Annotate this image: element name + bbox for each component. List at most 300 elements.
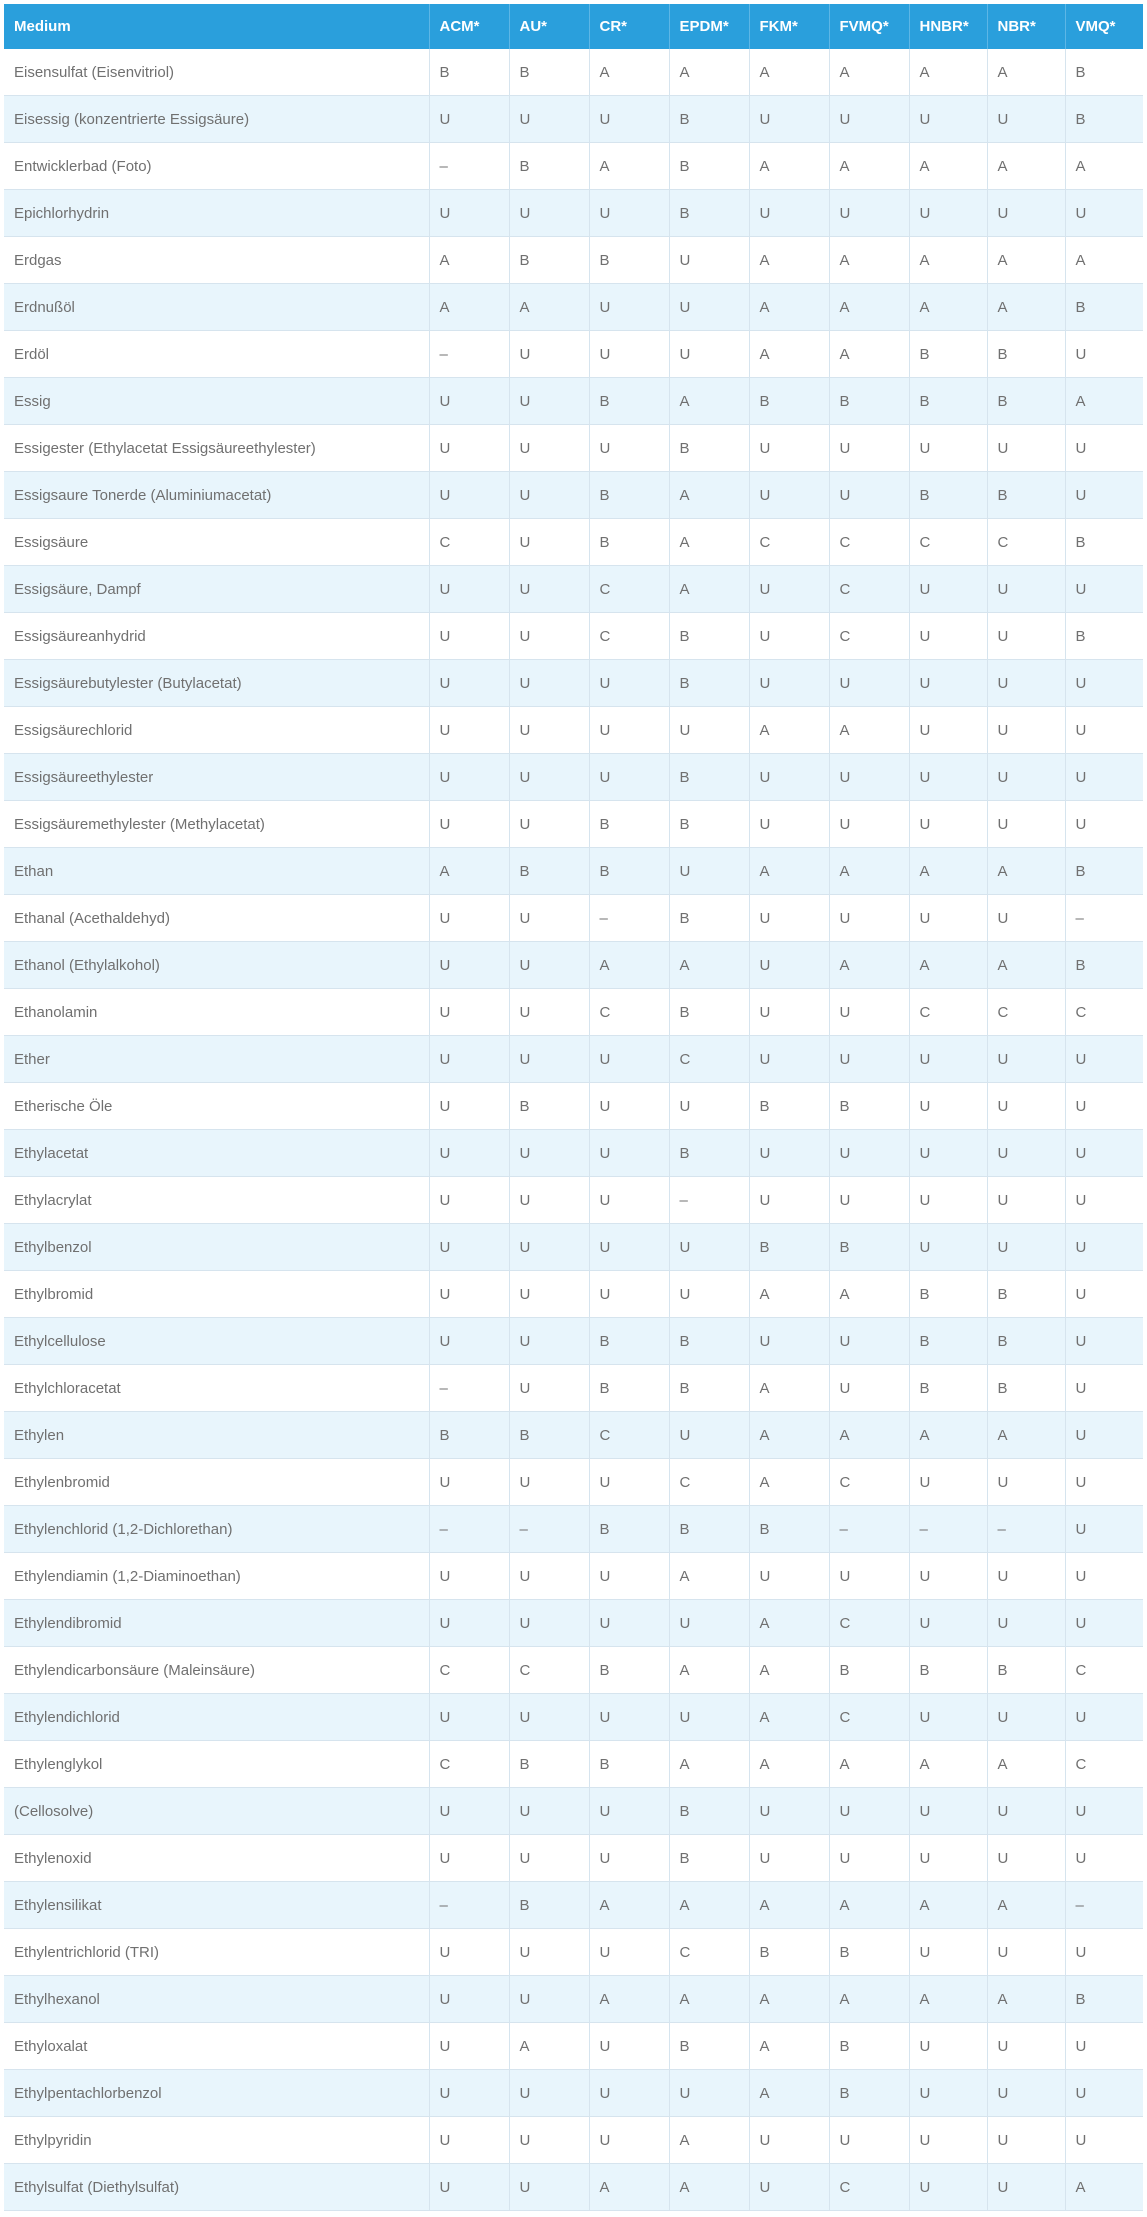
rating-cell: –: [589, 895, 669, 942]
rating-cell: U: [509, 895, 589, 942]
rating-cell: A: [589, 1976, 669, 2023]
medium-name-cell: Eisensulfat (Eisenvitriol): [4, 49, 429, 96]
rating-cell: B: [589, 1318, 669, 1365]
rating-cell: C: [589, 989, 669, 1036]
medium-name-cell: Ethylacrylat: [4, 1177, 429, 1224]
rating-cell: U: [509, 707, 589, 754]
table-row: [4, 942, 1143, 989]
rating-cell: U: [909, 660, 987, 707]
rating-cell: –: [1065, 895, 1143, 942]
rating-cell: U: [987, 2023, 1065, 2070]
rating-cell: U: [509, 1553, 589, 1600]
column-header-fkm: FKM*: [749, 4, 829, 49]
rating-cell: U: [1065, 1318, 1143, 1365]
rating-cell: A: [987, 237, 1065, 284]
rating-cell: U: [509, 942, 589, 989]
rating-cell: U: [987, 660, 1065, 707]
rating-cell: U: [429, 566, 509, 613]
rating-cell: A: [429, 284, 509, 331]
rating-cell: U: [509, 96, 589, 143]
column-header-vmq: VMQ*: [1065, 4, 1143, 49]
rating-cell: U: [509, 1224, 589, 1271]
rating-cell: A: [829, 331, 909, 378]
rating-cell: U: [509, 519, 589, 566]
medium-name-cell: Ethylpyridin: [4, 2117, 429, 2164]
rating-cell: B: [669, 143, 749, 190]
table-body: [4, 49, 1143, 2211]
rating-cell: U: [1065, 1271, 1143, 1318]
rating-cell: U: [909, 707, 987, 754]
rating-cell: A: [669, 566, 749, 613]
table-row: [4, 989, 1143, 1036]
rating-cell: U: [509, 801, 589, 848]
rating-cell: B: [589, 848, 669, 895]
rating-cell: B: [429, 49, 509, 96]
rating-cell: C: [1065, 989, 1143, 1036]
rating-cell: –: [429, 1882, 509, 1929]
table-row: [4, 1647, 1143, 1694]
rating-cell: U: [429, 96, 509, 143]
rating-cell: B: [509, 1412, 589, 1459]
rating-cell: A: [749, 1459, 829, 1506]
medium-name-cell: Ethylenglykol: [4, 1741, 429, 1788]
table-row: [4, 425, 1143, 472]
rating-cell: B: [987, 1365, 1065, 1412]
rating-cell: A: [909, 284, 987, 331]
medium-name-cell: Ethylcellulose: [4, 1318, 429, 1365]
rating-cell: B: [669, 1835, 749, 1882]
medium-name-cell: Essig: [4, 378, 429, 425]
table-row: [4, 1130, 1143, 1177]
rating-cell: C: [829, 2164, 909, 2211]
table-row: [4, 1459, 1143, 1506]
rating-cell: B: [1065, 848, 1143, 895]
table-row: [4, 1929, 1143, 1976]
medium-name-cell: Ethylendichlorid: [4, 1694, 429, 1741]
rating-cell: U: [589, 1459, 669, 1506]
rating-cell: U: [509, 1271, 589, 1318]
rating-cell: A: [669, 2117, 749, 2164]
rating-cell: U: [509, 1318, 589, 1365]
rating-cell: U: [909, 1083, 987, 1130]
rating-cell: U: [509, 1036, 589, 1083]
medium-name-cell: Etherische Öle: [4, 1083, 429, 1130]
rating-cell: U: [987, 1835, 1065, 1882]
rating-cell: U: [1065, 425, 1143, 472]
rating-cell: U: [749, 472, 829, 519]
rating-cell: B: [669, 1318, 749, 1365]
rating-cell: U: [429, 2164, 509, 2211]
rating-cell: A: [909, 49, 987, 96]
rating-cell: U: [749, 2164, 829, 2211]
rating-cell: U: [1065, 660, 1143, 707]
rating-cell: B: [909, 331, 987, 378]
rating-cell: U: [749, 1036, 829, 1083]
medium-name-cell: Erdgas: [4, 237, 429, 284]
rating-cell: U: [429, 1694, 509, 1741]
table-row: [4, 1318, 1143, 1365]
rating-cell: C: [749, 519, 829, 566]
rating-cell: A: [669, 49, 749, 96]
rating-cell: U: [669, 707, 749, 754]
rating-cell: U: [987, 1694, 1065, 1741]
rating-cell: U: [909, 425, 987, 472]
table-row: [4, 1177, 1143, 1224]
rating-cell: U: [509, 754, 589, 801]
rating-cell: B: [509, 237, 589, 284]
rating-cell: –: [509, 1506, 589, 1553]
column-header-cr: CR*: [589, 4, 669, 49]
rating-cell: U: [1065, 1788, 1143, 1835]
rating-cell: A: [829, 284, 909, 331]
rating-cell: U: [749, 895, 829, 942]
rating-cell: A: [749, 2023, 829, 2070]
rating-cell: A: [589, 942, 669, 989]
medium-name-cell: Ethan: [4, 848, 429, 895]
column-header-fvmq: FVMQ*: [829, 4, 909, 49]
medium-name-cell: Essigester (Ethylacetat Essigsäureethylester): [4, 425, 429, 472]
rating-cell: A: [909, 1741, 987, 1788]
rating-cell: A: [749, 707, 829, 754]
rating-cell: A: [987, 1882, 1065, 1929]
rating-cell: A: [749, 237, 829, 284]
rating-cell: B: [509, 49, 589, 96]
rating-cell: A: [829, 1976, 909, 2023]
table-row: [4, 2023, 1143, 2070]
rating-cell: U: [987, 190, 1065, 237]
rating-cell: U: [749, 96, 829, 143]
rating-cell: A: [669, 1976, 749, 2023]
rating-cell: U: [669, 1083, 749, 1130]
rating-cell: U: [589, 1083, 669, 1130]
rating-cell: U: [429, 378, 509, 425]
rating-cell: B: [589, 1365, 669, 1412]
rating-cell: U: [987, 1036, 1065, 1083]
rating-cell: A: [669, 378, 749, 425]
rating-cell: B: [909, 472, 987, 519]
rating-cell: U: [589, 707, 669, 754]
table-row: [4, 1083, 1143, 1130]
rating-cell: U: [429, 895, 509, 942]
rating-cell: U: [1065, 1083, 1143, 1130]
rating-cell: B: [829, 1224, 909, 1271]
medium-name-cell: Ethylen: [4, 1412, 429, 1459]
medium-name-cell: Ethylpentachlorbenzol: [4, 2070, 429, 2117]
table-row: [4, 1412, 1143, 1459]
rating-cell: U: [589, 1130, 669, 1177]
rating-cell: B: [589, 378, 669, 425]
rating-cell: U: [1065, 1600, 1143, 1647]
rating-cell: A: [749, 1882, 829, 1929]
rating-cell: –: [429, 1506, 509, 1553]
rating-cell: U: [1065, 707, 1143, 754]
rating-cell: U: [429, 1271, 509, 1318]
rating-cell: U: [1065, 1412, 1143, 1459]
rating-cell: U: [1065, 754, 1143, 801]
rating-cell: C: [987, 519, 1065, 566]
rating-cell: B: [829, 2023, 909, 2070]
rating-cell: A: [909, 143, 987, 190]
rating-cell: U: [987, 1224, 1065, 1271]
rating-cell: C: [1065, 1741, 1143, 1788]
rating-cell: U: [429, 1929, 509, 1976]
column-header-nbr: NBR*: [987, 4, 1065, 49]
rating-cell: U: [429, 1976, 509, 2023]
table-row: [4, 378, 1143, 425]
rating-cell: U: [429, 1835, 509, 1882]
rating-cell: A: [829, 237, 909, 284]
rating-cell: A: [669, 1647, 749, 1694]
rating-cell: U: [1065, 566, 1143, 613]
rating-cell: U: [429, 613, 509, 660]
rating-cell: U: [1065, 1177, 1143, 1224]
rating-cell: B: [909, 378, 987, 425]
rating-cell: U: [589, 1036, 669, 1083]
rating-cell: B: [589, 1506, 669, 1553]
rating-cell: U: [909, 1929, 987, 1976]
rating-cell: U: [589, 1224, 669, 1271]
rating-cell: U: [909, 1694, 987, 1741]
rating-cell: U: [509, 1459, 589, 1506]
rating-cell: U: [909, 1788, 987, 1835]
rating-cell: U: [909, 1553, 987, 1600]
rating-cell: U: [1065, 331, 1143, 378]
table-row: [4, 143, 1143, 190]
rating-cell: U: [1065, 1224, 1143, 1271]
rating-cell: U: [987, 1929, 1065, 1976]
medium-name-cell: Ethylenchlorid (1,2-Dichlorethan): [4, 1506, 429, 1553]
rating-cell: U: [669, 848, 749, 895]
rating-cell: A: [987, 1412, 1065, 1459]
medium-name-cell: Essigsaure Tonerde (Aluminiumacetat): [4, 472, 429, 519]
rating-cell: A: [987, 942, 1065, 989]
rating-cell: U: [589, 1177, 669, 1224]
rating-cell: U: [909, 1600, 987, 1647]
rating-cell: U: [987, 2164, 1065, 2211]
rating-cell: B: [749, 1083, 829, 1130]
rating-cell: U: [589, 96, 669, 143]
rating-cell: A: [669, 1741, 749, 1788]
rating-cell: U: [429, 1788, 509, 1835]
rating-cell: A: [669, 472, 749, 519]
medium-name-cell: Essigsäure: [4, 519, 429, 566]
rating-cell: U: [749, 754, 829, 801]
medium-name-cell: Ethylhexanol: [4, 1976, 429, 2023]
rating-cell: U: [509, 1130, 589, 1177]
medium-name-cell: Ethyloxalat: [4, 2023, 429, 2070]
rating-cell: B: [987, 472, 1065, 519]
rating-cell: C: [829, 519, 909, 566]
column-header-au: AU*: [509, 4, 589, 49]
rating-cell: U: [909, 1224, 987, 1271]
rating-cell: U: [429, 425, 509, 472]
rating-cell: A: [909, 848, 987, 895]
rating-cell: U: [589, 425, 669, 472]
rating-cell: U: [829, 1177, 909, 1224]
rating-cell: B: [987, 1318, 1065, 1365]
rating-cell: A: [749, 1741, 829, 1788]
rating-cell: B: [509, 143, 589, 190]
rating-cell: B: [909, 1318, 987, 1365]
rating-cell: U: [509, 2070, 589, 2117]
rating-cell: U: [429, 942, 509, 989]
rating-cell: A: [987, 1976, 1065, 2023]
rating-cell: U: [589, 331, 669, 378]
rating-cell: A: [1065, 143, 1143, 190]
rating-cell: U: [909, 190, 987, 237]
table-row: [4, 519, 1143, 566]
rating-cell: B: [589, 472, 669, 519]
medium-name-cell: Ethylacetat: [4, 1130, 429, 1177]
rating-cell: U: [429, 2070, 509, 2117]
rating-cell: U: [589, 1788, 669, 1835]
table-row: [4, 237, 1143, 284]
table-row: [4, 2164, 1143, 2211]
rating-cell: U: [669, 1694, 749, 1741]
rating-cell: U: [429, 801, 509, 848]
medium-name-cell: Ethanol (Ethylalkohol): [4, 942, 429, 989]
rating-cell: U: [749, 613, 829, 660]
rating-cell: B: [1065, 613, 1143, 660]
rating-cell: U: [669, 1600, 749, 1647]
rating-cell: B: [509, 848, 589, 895]
table-row: [4, 1882, 1143, 1929]
rating-cell: A: [909, 1412, 987, 1459]
rating-cell: U: [429, 472, 509, 519]
table-row: [4, 284, 1143, 331]
medium-name-cell: (Cellosolve): [4, 1788, 429, 1835]
table-row: [4, 1741, 1143, 1788]
rating-cell: B: [589, 519, 669, 566]
rating-cell: C: [589, 566, 669, 613]
rating-cell: U: [909, 1835, 987, 1882]
rating-cell: U: [829, 1130, 909, 1177]
rating-cell: A: [829, 848, 909, 895]
rating-cell: A: [749, 331, 829, 378]
table-row: [4, 754, 1143, 801]
rating-cell: A: [829, 49, 909, 96]
rating-cell: B: [509, 1083, 589, 1130]
rating-cell: U: [829, 801, 909, 848]
rating-cell: U: [429, 1177, 509, 1224]
medium-name-cell: Erdöl: [4, 331, 429, 378]
rating-cell: U: [829, 660, 909, 707]
chemical-resistance-table: [4, 4, 1143, 2211]
rating-cell: U: [509, 331, 589, 378]
rating-cell: B: [1065, 1976, 1143, 2023]
table-row: [4, 1553, 1143, 1600]
rating-cell: U: [1065, 1929, 1143, 1976]
rating-cell: U: [749, 1130, 829, 1177]
rating-cell: U: [589, 1929, 669, 1976]
rating-cell: U: [589, 754, 669, 801]
medium-name-cell: Ethylbenzol: [4, 1224, 429, 1271]
table-header-row: [4, 4, 1143, 49]
rating-cell: U: [829, 1365, 909, 1412]
rating-cell: U: [589, 284, 669, 331]
rating-cell: U: [509, 1694, 589, 1741]
rating-cell: U: [987, 1459, 1065, 1506]
rating-cell: U: [987, 425, 1065, 472]
rating-cell: U: [1065, 1036, 1143, 1083]
rating-cell: A: [749, 2070, 829, 2117]
rating-cell: U: [909, 2070, 987, 2117]
rating-cell: U: [829, 472, 909, 519]
resistance-table-container: [4, 4, 1143, 2211]
rating-cell: B: [669, 190, 749, 237]
rating-cell: U: [987, 613, 1065, 660]
rating-cell: B: [669, 425, 749, 472]
rating-cell: C: [669, 1459, 749, 1506]
rating-cell: U: [749, 1318, 829, 1365]
rating-cell: U: [589, 1694, 669, 1741]
rating-cell: C: [429, 1741, 509, 1788]
table-row: [4, 2070, 1143, 2117]
rating-cell: B: [987, 1647, 1065, 1694]
rating-cell: U: [509, 660, 589, 707]
rating-cell: C: [829, 566, 909, 613]
rating-cell: U: [509, 989, 589, 1036]
rating-cell: C: [829, 1600, 909, 1647]
rating-cell: U: [749, 190, 829, 237]
rating-cell: U: [509, 613, 589, 660]
rating-cell: U: [509, 2164, 589, 2211]
rating-cell: A: [749, 1694, 829, 1741]
rating-cell: C: [829, 613, 909, 660]
rating-cell: U: [509, 1788, 589, 1835]
rating-cell: U: [509, 378, 589, 425]
rating-cell: B: [829, 2070, 909, 2117]
medium-name-cell: Essigsäurebutylester (Butylacetat): [4, 660, 429, 707]
rating-cell: U: [1065, 2070, 1143, 2117]
medium-name-cell: Ethylbromid: [4, 1271, 429, 1318]
rating-cell: C: [509, 1647, 589, 1694]
rating-cell: U: [589, 1835, 669, 1882]
rating-cell: A: [749, 1412, 829, 1459]
rating-cell: A: [669, 519, 749, 566]
rating-cell: U: [509, 425, 589, 472]
rating-cell: U: [1065, 1506, 1143, 1553]
rating-cell: U: [429, 1224, 509, 1271]
rating-cell: B: [1065, 519, 1143, 566]
rating-cell: A: [829, 942, 909, 989]
table-row: [4, 1365, 1143, 1412]
rating-cell: –: [1065, 1882, 1143, 1929]
rating-cell: U: [1065, 2117, 1143, 2164]
medium-name-cell: Eisessig (konzentrierte Essigsäure): [4, 96, 429, 143]
rating-cell: U: [669, 284, 749, 331]
rating-cell: A: [749, 848, 829, 895]
rating-cell: U: [987, 1788, 1065, 1835]
rating-cell: U: [987, 895, 1065, 942]
medium-name-cell: Ethylchloracetat: [4, 1365, 429, 1412]
medium-name-cell: Ethylendiamin (1,2-Diaminoethan): [4, 1553, 429, 1600]
rating-cell: U: [909, 1130, 987, 1177]
rating-cell: U: [909, 1177, 987, 1224]
rating-cell: –: [987, 1506, 1065, 1553]
rating-cell: U: [749, 2117, 829, 2164]
rating-cell: U: [1065, 190, 1143, 237]
rating-cell: U: [987, 96, 1065, 143]
table-row: [4, 331, 1143, 378]
rating-cell: U: [429, 1600, 509, 1647]
rating-cell: B: [1065, 49, 1143, 96]
column-header-epdm: EPDM*: [669, 4, 749, 49]
rating-cell: U: [987, 1553, 1065, 1600]
rating-cell: U: [987, 1600, 1065, 1647]
rating-cell: B: [669, 989, 749, 1036]
rating-cell: U: [987, 754, 1065, 801]
